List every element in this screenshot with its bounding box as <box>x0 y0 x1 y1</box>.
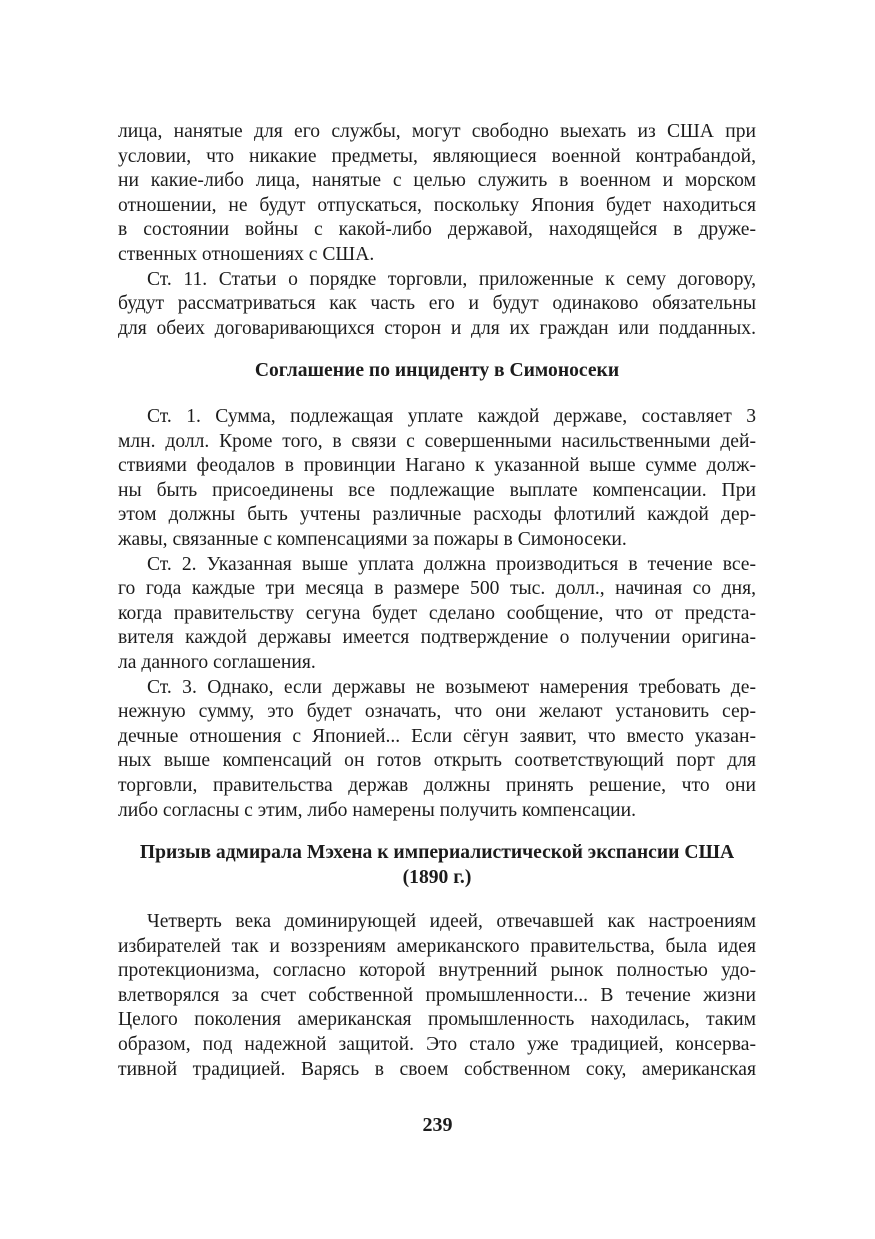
text-line: го года каждые три месяца в размере 500 тыс. долл., начиная со дня, <box>118 578 756 600</box>
heading-line: Соглашение по инциденту в Симоносеки <box>254 360 620 381</box>
text-line: избирателей так и воззрениям американского правительства, была идея <box>118 935 756 957</box>
text-line: жавы, связанные с компенсациями за пожары в Симоносеки. <box>118 528 627 550</box>
heading-line: Призыв адмирала Мэхена к империалистической экспансии США <box>139 842 735 863</box>
section-heading-mahan <box>118 840 756 890</box>
text-line: Ст. 2. Указанная выше уплата должна производиться в течение все- <box>147 553 756 575</box>
heading-line: (1890 г.) <box>402 867 472 888</box>
text-line: будут рассматриваться как часть его и будут одинаково обязательны <box>118 293 756 315</box>
paragraph-block-treaty-end <box>118 120 756 341</box>
text-line: отношении, не будут отпускаться, поскольку Япония будет находиться <box>118 194 756 216</box>
text-line: вителя каждой державы имеется подтверждение о получении оригина- <box>118 627 756 649</box>
text-line: млн. долл. Кроме того, в связи с совершенными насильственными дей- <box>118 430 756 452</box>
text-line: торговли, правительства держав должны принять решение, что они <box>118 774 756 796</box>
text-line: когда правительству сегуна будет сделано сообщение, что от предста- <box>118 602 756 624</box>
text-line: Ст. 3. Однако, если державы не возымеют намерения требовать де- <box>147 676 756 698</box>
text-line: Целого поколения американская промышленность находилась, таким <box>118 1009 756 1031</box>
text-line: ни какие-либо лица, нанятые с целью служить в военном и морском <box>118 170 756 192</box>
text-line: дечные отношения с Японией... Если сёгун заявит, что вместо указан- <box>118 725 756 747</box>
text-line: ла данного соглашения. <box>118 651 316 673</box>
text-line: в состоянии войны с какой-либо державой, находящейся в друже- <box>118 219 756 241</box>
text-line: тивной традицией. Варясь в своем собственном соку, американская <box>118 1058 756 1080</box>
text-line: протекционизма, согласно которой внутренний рынок полностью удо- <box>118 960 756 982</box>
text-line: ственных отношениях с США. <box>118 243 375 265</box>
text-line: ствиями феодалов в провинции Нагано к указанной выше сумме долж- <box>118 455 756 477</box>
text-line: Четверть века доминирующей идеей, отвечавшей как настроениям <box>147 911 756 932</box>
text-line: для обеих договаривающихся сторон и для их граждан или подданных. <box>118 317 756 339</box>
text-line: лица, нанятые для его службы, могут свободно выехать из США при <box>118 121 756 142</box>
page-number: 239 <box>422 1114 453 1136</box>
text-line: влетворялся за счет собственной промышленности... В течение жизни <box>118 984 756 1006</box>
text-line: нежную сумму, это будет означать, что они желают установить сер- <box>118 701 756 723</box>
text-line: ны быть присоединены все подлежащие выплате компенсации. При <box>118 479 756 501</box>
text-line: Ст. 11. Статьи о порядке торговли, приложенные к сему договору, <box>147 268 756 290</box>
text-line: либо согласны с этим, либо намерены получить компенсации. <box>118 799 637 821</box>
text-line: условии, что никакие предметы, являющиеся военной контрабандой, <box>118 145 756 167</box>
text-line: этом должны быть учтены различные расходы флотилий каждой дер- <box>118 504 756 526</box>
paragraph-block-shimonoseki <box>118 405 756 823</box>
text-line: Ст. 1. Сумма, подлежащая уплате каждой державе, составляет 3 <box>147 406 756 427</box>
text-line: ных выше компенсаций он готов открыть соответствующий порт для <box>118 750 756 772</box>
section-heading-shimonoseki <box>118 358 756 383</box>
text-line: образом, под надежной защитой. Это стало уже традицией, консерва- <box>118 1033 756 1055</box>
paragraph-block-mahan <box>118 910 756 1082</box>
